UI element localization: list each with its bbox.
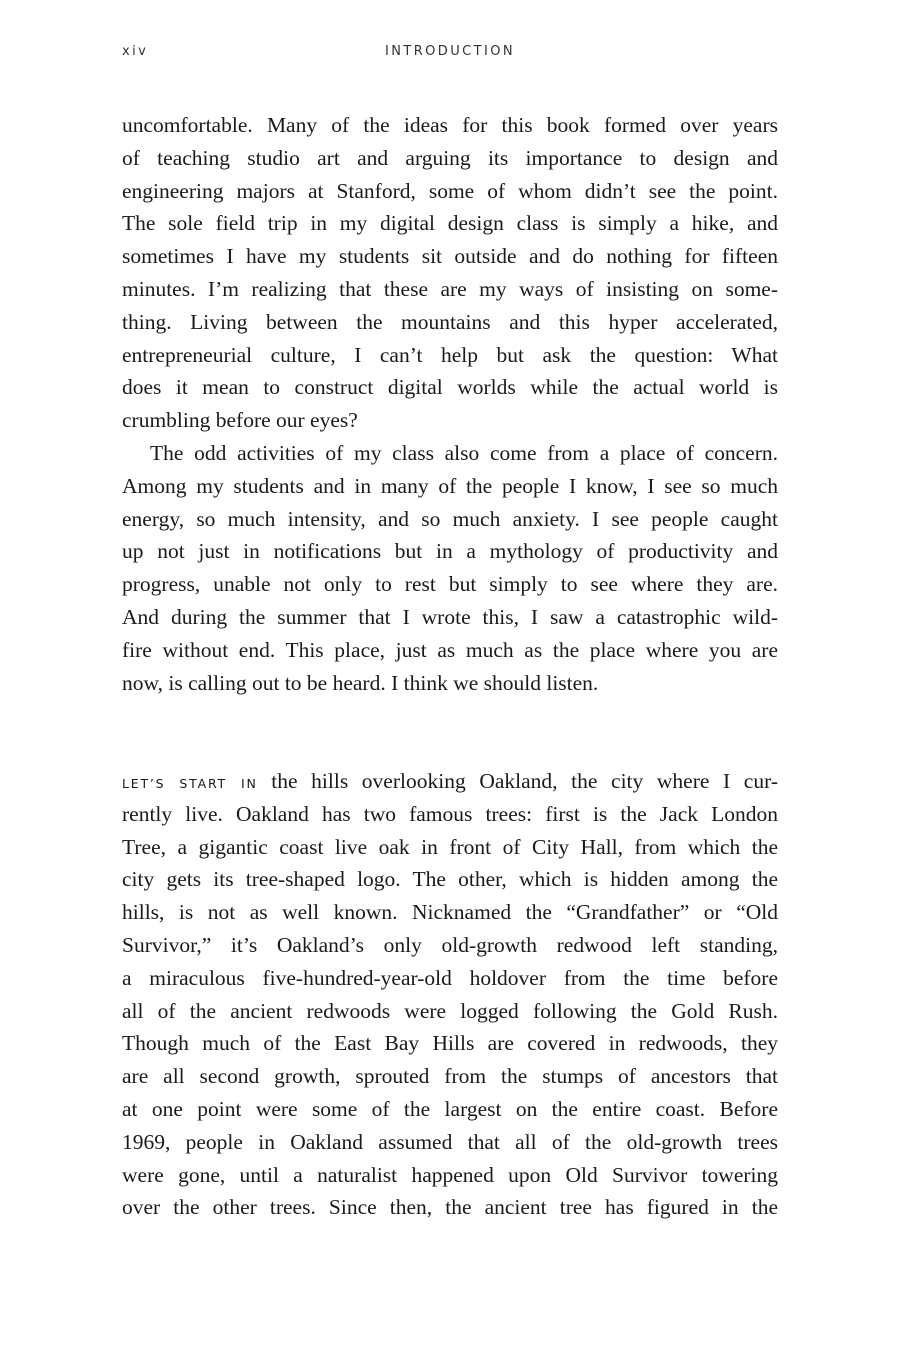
text-line: now, is calling out to be heard. I think we should listen.: [122, 670, 599, 695]
text-line: fire without end. This place, just as much as the place where you are: [122, 637, 778, 662]
text-line: thing. Living between the mountains and this hyper accelerated,: [122, 309, 778, 334]
text-line: engineering majors at Stanford, some of whom didn’t see the point.: [122, 178, 778, 203]
page-number: xiv: [122, 44, 149, 59]
page-header: [122, 44, 778, 66]
text-line: The odd activities of my class also come from a place of concern.: [150, 440, 778, 465]
text-line: And during the summer that I wrote this, I saw a catastrophic wild-: [122, 604, 778, 629]
text-line: 1969, people in Oakland assumed that all of the old-growth trees: [122, 1129, 778, 1154]
text-line: entrepreneurial culture, I can’t help but ask the question: What: [122, 342, 778, 367]
paragraph-2: [122, 437, 778, 699]
text-line: does it mean to construct digital worlds while the actual world is: [122, 375, 778, 400]
text-line: city gets its tree-shaped logo. The other, which is hidden among the: [122, 867, 778, 892]
text-line: Though much of the East Bay Hills are covered in redwoods, they: [122, 1031, 778, 1056]
section-break: [122, 699, 778, 765]
text-line: are all second growth, sprouted from the stumps of ancestors that: [122, 1064, 778, 1089]
text-line: up not just in notifications but in a mythology of productivity and: [122, 539, 778, 564]
text-line: rently live. Oakland has two famous trees: first is the Jack London: [122, 801, 778, 826]
text-line: a miraculous five-hundred-year-old holdover from the time before: [122, 965, 778, 990]
text-line: hills, is not as well known. Nicknamed the “Grandfather” or “Old: [122, 900, 778, 925]
text-line: were gone, until a naturalist happened upon Old Survivor towering: [122, 1162, 778, 1187]
text-line: Among my students and in many of the people I know, I see so much: [122, 473, 778, 498]
text-line: progress, unable not only to rest but simply to see where they are.: [122, 572, 778, 597]
text-line: over the other trees. Since then, the ancient tree has figured in the: [122, 1195, 778, 1220]
body-text: [122, 109, 778, 1224]
text-line: uncomfortable. Many of the ideas for this book formed over years: [122, 113, 778, 137]
text-line: minutes. I’m realizing that these are my ways of insisting on some-: [122, 276, 778, 301]
running-head: INTRODUCTION: [385, 44, 515, 59]
text-line: crumbling before our eyes?: [122, 408, 358, 433]
text-line: at one point were some of the largest on the entire coast. Before: [122, 1096, 778, 1121]
text-line-remainder: the hills overlooking Oakland, the city where I cur-: [257, 768, 778, 793]
paragraph-1: [122, 109, 778, 437]
text-line: Survivor,” it’s Oakland’s only old-growth redwood left standing,: [122, 932, 778, 957]
text-line: Tree, a gigantic coast live oak in front of City Hall, from which the: [122, 834, 778, 859]
text-line: [122, 765, 778, 798]
section-lead-in: LET’S START IN: [122, 775, 258, 791]
text-line: all of the ancient redwoods were logged following the Gold Rush.: [122, 998, 778, 1023]
text-line: The sole field trip in my digital design class is simply a hike, and: [122, 211, 778, 236]
text-line: sometimes I have my students sit outside and do nothing for fifteen: [122, 244, 778, 269]
paragraph-3: [122, 765, 778, 1224]
text-line: of teaching studio art and arguing its importance to design and: [122, 145, 778, 170]
text-line: energy, so much intensity, and so much anxiety. I see people caught: [122, 506, 778, 531]
